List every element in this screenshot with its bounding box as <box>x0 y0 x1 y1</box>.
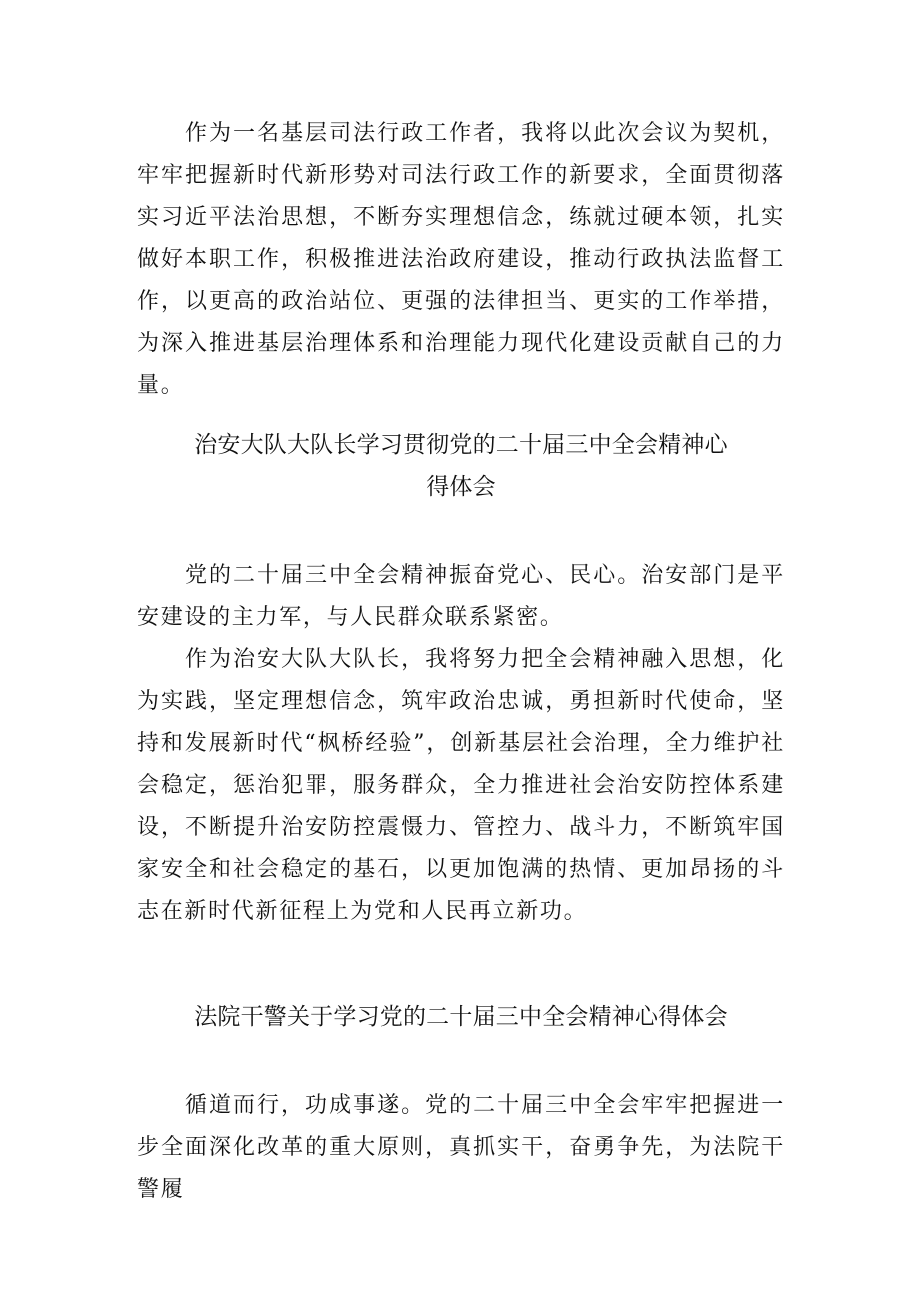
heading-line: 治安大队大队长学习贯彻党的二十届三中全会精神心 <box>194 432 728 458</box>
paragraph-justice-admin: 作为一名基层司法行政工作者，我将以此次会议为契机，牢牢把握新时代新形势对司法行政工作的新要求，全面贯彻落实习近平法治思想，不断夯实理想信念，练就过硬本领，扎实做好本职工作，积极推进法治政府建设，推动行政执法监督工作，以更高的政治站位、更强的法律担当、更实的工作举措，为深入推进基层治理体系和治理能力现代化建设贡献自己的力量。 <box>137 121 785 398</box>
paragraph-court-reform: 循道而行，功成事遂。党的二十届三中全会牢牢把握进一步全面深化改革的重大原则，真抓实干，奋勇争先，为法院干警履 <box>137 1093 785 1202</box>
section-heading-court-police: 法院干警关于学习党的二十届三中全会精神心得体会 <box>194 1004 728 1030</box>
heading-line: 得体会 <box>426 474 496 500</box>
paragraph-brigade-captain: 作为治安大队大队长，我将努力把全会精神融入思想，化为实践，坚定理想信念，筑牢政治忠诚，勇担新时代使命，坚持和发展新时代“枫桥经验”，创新基层社会治理，全力维护社会稳定，惩治犯罪，服务群众，全力推进社会治安防控体系建设，不断提升治安防控震慑力、管控力、战斗力，不断筑牢国家安全和社会稳定的基石，以更加饱满的热情、更加昂扬的斗志在新时代新征程上为党和人民再立新功。 <box>137 647 785 924</box>
section-heading-public-security <box>137 424 785 508</box>
paragraph-party-spirit: 党的二十届三中全会精神振奋党心、民心。治安部门是平安建设的主力军，与人民群众联系紧密。 <box>137 563 785 630</box>
